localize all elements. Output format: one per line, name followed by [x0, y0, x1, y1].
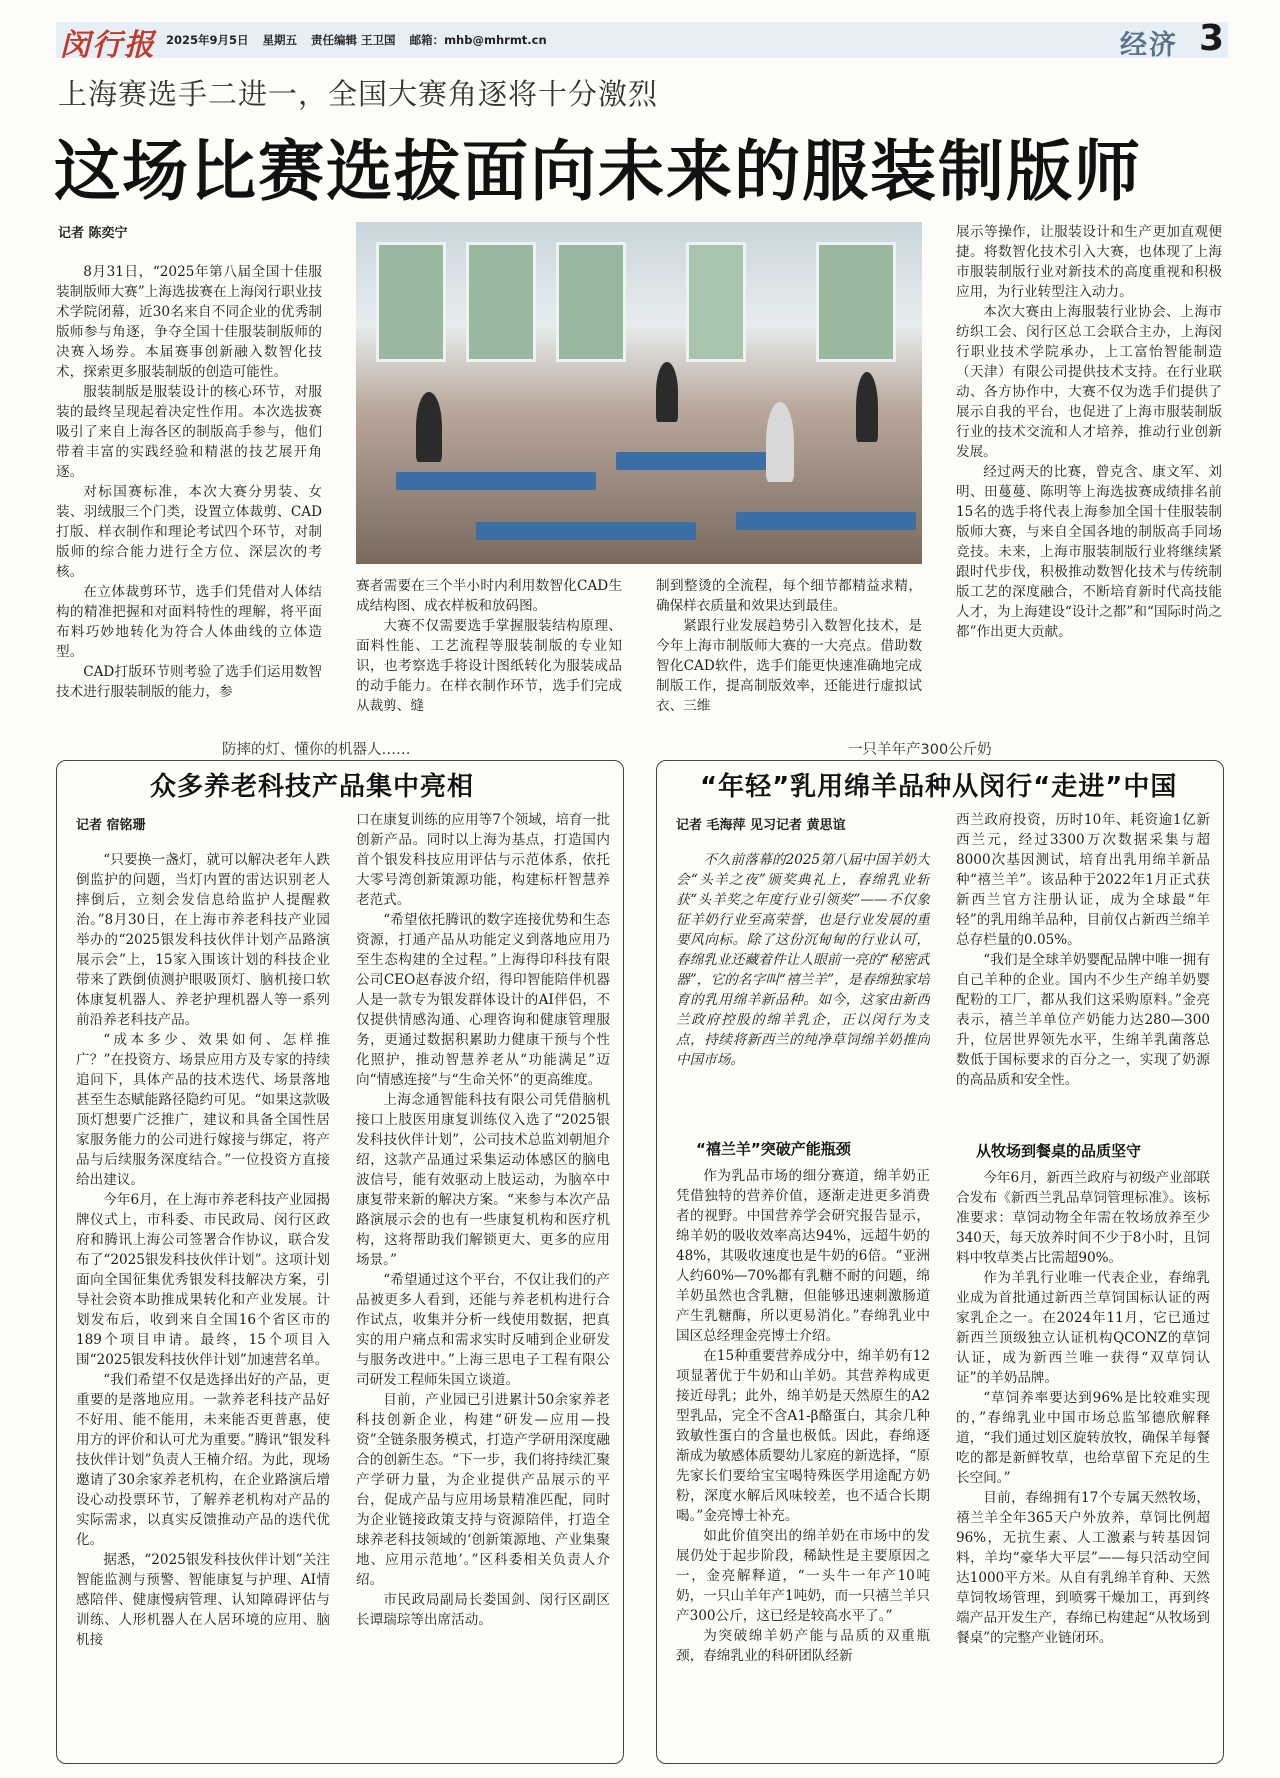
paragraph: 目前，产业园已引进累计50余家养老科技创新企业，构建“研发—应用—投资”全链条服务模式，打造产学研用深度融合的创新生态。“下一步，我们将持续汇聚产学研力量，为企业提供产品展示的平台，促成产品与应用场景精准匹配，同时为企业链接政策支持与资源陪伴，打造全球养老科技领域的‘创新策源地、产业集聚地、应用示范地’。”区科委相关负责人介绍。 [356, 1392, 610, 1588]
paragraph: 为突破绵羊奶产能与品质的双重瓶颈，春绵乳业的科研团队经新 [676, 1628, 930, 1664]
editor-credit: 责任编辑 王卫国 [311, 33, 396, 47]
sheep-milk-lead: 不久前落幕的2025第八届中国羊奶大会“头羊之夜”颁奖典礼上，春绵乳业斩获“头羊奖之年度行业引领奖”——不仅象征羊奶行业至高荣誉，也是行业发展的重要风向标。除了这份沉甸甸的行业认可，春绵乳业还藏着件让人眼前一亮的“秘密武器”，它的名字叫“禧兰羊”，是春绵独家培育的乳用绵羊新品种。如今，这家由新西兰政府控股的绵羊乳企，正以闵行为支点，持续将新西兰的纯净草饲绵羊奶推向中国市场。 [676, 852, 930, 1068]
sheep-milk-headline: “年轻”乳用绵羊品种从闵行“走进”中国 [700, 772, 1178, 802]
top-story-column-2 [356, 576, 622, 714]
workshop-photo [356, 222, 922, 564]
paragraph: 目前，春绵拥有17个专属天然牧场，禧兰羊全年365天户外放养，草饲比例超96%，无抗生素、人工激素与转基因饲料，羊均“豪华大平层”——每只活动空间达1000平方米。从自有乳绵羊育种、天然草饲牧场管理，到喷雾干燥加工，再到终端产品开发生产，春绵已构建起“从牧场到餐桌”的完整产业链闭环。 [956, 1490, 1210, 1646]
paragraph: 西兰政府投资，历时10年、耗资逾1亿新西兰元，经过3300万次数据采集与超8000次基因测试，培育出乳用绵羊新品种“禧兰羊”。该品种于2022年1月正式获新西兰官方注册认证，成为全球最“年轻”的乳用绵羊品种，目前仅占新西兰绵羊总存栏量的0.05%。 [956, 812, 1210, 948]
paragraph: 8月31日，“2025年第八届全国十佳服装制版师大赛”上海选拔赛在上海闵行职业技术学院闭幕，近30名来自不同企业的优秀制版师参与角逐，争夺全国十佳服装制版师的决赛入场券。本届赛事创新融入数智化技术，探索更多服装制版的创造可能性。 [56, 264, 322, 380]
paragraph: 展示等操作，让服装设计和生产更加直观便捷。将数智化技术引入大赛，也体现了上海市服装制版行业对新技术的高度重视和积极应用，为行业转型注入动力。 [956, 224, 1222, 300]
top-story-headline: 这场比赛选拔面向未来的服装制版师 [54, 133, 1142, 210]
sheep-milk-column-1 [676, 1166, 930, 1754]
top-story-column-3 [656, 576, 922, 714]
paragraph: 作为乳品市场的细分赛道，绵羊奶正凭借独特的营养价值，逐渐走进更多消费者的视野。中国营养学会研究报告显示，绵羊奶的吸收效率高达94%，远超牛奶的48%，其吸收速度也是牛奶的6倍。“亚洲人约60%—70%都有乳糖不耐的问题，绵羊奶虽然也含乳糖，但能够迅速刺激肠道产生乳糖酶，所以更易消化。”春绵乳业中国区总经理金亮博士介绍。 [676, 1168, 930, 1344]
paragraph: 口在康复训练的应用等7个领域，培育一批创新产品。同时以上海为基点，打造国内首个银发科技应用评估与示范体系，依托大零号湾创新策源功能，构建标杆智慧养老范式。 [356, 812, 610, 908]
paragraph: 市民政局副局长娄国剑、闵行区副区长谭瑞琮等出席活动。 [356, 1592, 610, 1628]
issue-weekday: 星期五 [262, 33, 298, 47]
paragraph: “只要换一盏灯，就可以解决老年人跌倒监护的问题，当灯内置的雷达识别老人摔倒后，立刻会发信息给监护人提醒救治。”8月30日，在上海市养老科技产业园举办的“2025银发科技伙伴计划产品路演展示会”上，15家入围该计划的科技企业带来了跌倒侦测护眼吸顶灯、脑机接口软体康复机器人、养老护理机器人等一系列前沿养老科技产品。 [76, 852, 330, 1028]
paragraph: 作为羊乳行业唯一代表企业，春绵乳业成为首批通过新西兰草饲国标认证的两家乳企之一。在2024年11月，它已通过新西兰顶级独立认证机构QCONZ的草饲认证，成为新西兰唯一获得“双草饲认证”的羊奶品牌。 [956, 1270, 1210, 1386]
paragraph: “我们是全球羊奶婴配品牌中唯一拥有自己羊种的企业。国内不少生产绵羊奶婴配粉的工厂，都从我们这采购原料。”金亮表示，禧兰羊单位产奶能力达280—300升，位居世界领先水平，生绵羊乳菌落总数低于国标要求的百分之一，实现了奶源的高品质和安全性。 [956, 952, 1210, 1088]
paragraph: 今年6月，在上海市养老科技产业园揭牌仪式上，市科委、市民政局、闵行区政府和腾讯上海公司签署合作协议，联合发布了“2025银发科技伙伴计划”。这项计划面向全国征集优秀银发科技解决方案，引导社会资本助推成果转化和产业发展。计划发布后，收到来自全国16个省区市的189个项目申请。最终，15个项目入围“2025银发科技伙伴计划”加速营名单。 [76, 1192, 330, 1368]
sheep-milk-byline: 记者 毛海萍 见习记者 黄思谊 [676, 818, 846, 833]
paragraph: 本次大赛由上海服装行业协会、上海市纺织工会、闵行区总工会联合主办，上海闵行职业技术学院承办，上工富怡智能制造（天津）有限公司提供技术支持。在行业联动、各方协作中，大赛不仅为选手们提供了展示自我的平台，也促进了上海市服装制版行业的技术交流和人才培养，推动行业创新发展。 [956, 304, 1222, 460]
paragraph: 据悉，“2025银发科技伙伴计划”关注智能监测与预警、智能康复与护理、AI情感陪伴、健康慢病管理、认知障碍评估与训练、人形机器人在人居环境的应用、脑机接 [76, 1552, 330, 1648]
elderly-tech-byline: 记者 宿铭珊 [76, 818, 146, 833]
top-story-kicker: 上海赛选手二进一，全国大赛角逐将十分激烈 [58, 77, 659, 111]
masthead [56, 18, 1228, 63]
sheep-milk-column-2-top [956, 810, 1210, 1130]
paragraph: 大赛不仅需要选手掌握服装结构原理、面料性能、工艺流程等服装制版的专业知识，也考察选手将设计图纸转化为服装成品的动手能力。在样衣制作环节，选手们完成从裁剪、缝 [356, 618, 622, 714]
section-name: 经济 [1120, 30, 1178, 61]
paragraph: 今年6月，新西兰政府与初级产业部联合发布《新西兰乳品草饲管理标准》。该标准要求：草饲动物全年需在牧场放养至少340天，每天放养时间不少于8小时，且饲料中牧草类占比需超90%。 [956, 1170, 1210, 1266]
elderly-tech-column-1 [76, 850, 330, 1754]
paragraph: 制到整烫的全流程，每个细节都精益求精，确保样衣质量和效果达到最佳。 [656, 578, 922, 614]
paragraph: “草饲养率要达到96%是比较难实现的，”春绵乳业中国市场总监邹德欣解释道，“我们通过划区旋转放牧，确保羊每餐吃的都是新鲜牧草，也给草留下充足的生长空间。” [956, 1390, 1210, 1486]
top-story-column-1 [56, 262, 322, 714]
paragraph: 上海念通智能科技有限公司凭借脑机接口上肢医用康复训练仪入选了“2025银发科技伙伴计划”，公司技术总监刘朝旭介绍，这款产品通过采集运动体感区的脑电波信号，能有效驱动上肢运动，为脑卒中康复带来新的解决方案。“来参与本次产品路演展示会的也有一些康复机构和医疗机构，这将帮助我们解锁更大、更多的应用场景。” [356, 1092, 610, 1268]
paragraph: 赛者需要在三个半小时内利用数智化CAD生成结构图、成衣样板和放码图。 [356, 578, 622, 614]
top-story-column-4 [956, 222, 1222, 714]
paragraph: “希望通过这个平台，不仅让我们的产品被更多人看到，还能与养老机构进行合作试点，收集并分析一线使用数据，把真实的用户痛点和需求实时反哺到企业研发与服务改进中。”上海三思电子工程有限公司研发工程师朱国立谈道。 [356, 1272, 610, 1388]
paragraph: 对标国赛标准，本次大赛分男装、女装、羽绒服三个门类，设置立体裁剪、CAD打版、样衣制作和理论考试四个环节，对制版师的综合能力进行全方位、深层次的考核。 [56, 484, 322, 580]
paragraph: “我们希望不仅是选择出好的产品，更重要的是落地应用。一款养老科技产品好不好用、能不能用，未来能否更普惠，使用方的评价和认可尤为重要。”腾讯“银发科技伙伴计划”负责人王楠介绍。为此，现场邀请了30余家养老机构，在企业路演后增设心动投票环节，了解养老机构对产品的实际需求，以真实反馈推动产品的迭代优化。 [76, 1372, 330, 1548]
paragraph: 经过两天的比赛，曾克含、康文军、刘明、田蔓蔓、陈明等上海选拔赛成绩排名前15名的选手将代表上海参加全国十佳服装制版师大赛，与来自全国各地的制版高手同场竞技。未来，上海市服装制版行业将继续紧跟时代步伐，积极推动数智化技术与传统制版工艺的深度融合，不断培育新时代高技能人才，为上海建设“设计之都”和“国际时尚之都”作出更大贡献。 [956, 464, 1222, 640]
newspaper-logo: 闵行报 [60, 28, 156, 63]
sheep-milk-subhead-2: 从牧场到餐桌的品质坚守 [976, 1142, 1142, 1160]
masthead-info [166, 32, 557, 48]
paragraph: 服装制版是服装设计的核心环节，对服装的最终呈现起着决定性作用。本次选拔赛吸引了来自上海各区的制版高手参与，他们带着丰富的实践经验和精湛的技艺展开角逐。 [56, 384, 322, 480]
page-number: 3 [1198, 18, 1224, 59]
sheep-milk-column-2-bottom [956, 1168, 1210, 1754]
paragraph: 紧跟行业发展趋势引入数智化技术，是今年上海市制版师大赛的一大亮点。借助数智化CAD软件，选手们能更快速准确地完成制版工作，提高制版效率，还能进行虚拟试衣、三维 [656, 618, 922, 714]
paragraph: “希望依托腾讯的数字连接优势和生态资源，打通产品从功能定义到落地应用乃至生态构建的全过程。”上海得印科技有限公司CEO赵春波介绍，得印智能陪伴机器人是一款专为银发群体设计的AI伴侣，不仅提供情感沟通、心理咨询和健康管理服务，更通过数据积累助力健康干预与个性化照护，推动智慧养老从“功能满足”迈向“情感连接”与“生命关怀”的更高维度。 [356, 912, 610, 1088]
paragraph: 在15种重要营养成分中，绵羊奶有12项显著优于牛奶和山羊奶。其营养构成更接近母乳；此外，绵羊奶是天然原生的A2型乳品，完全不含A1-β酪蛋白，其余几种致敏性蛋白的含量也极低。因此，春绵逐渐成为敏感体质婴幼儿家庭的新选择，“原先家长们要给宝宝喝特殊医学用途配方奶粉，深度水解后风味较差，也不适合长期喝。”金亮博士补充。 [676, 1348, 930, 1524]
sheep-milk-subhead-1: “禧兰羊”突破产能瓶颈 [696, 1140, 851, 1158]
paragraph: 如此价值突出的绵羊奶在市场中的发展仍处于起步阶段，稀缺性是主要原因之一，金亮解释道，“一头牛一年产10吨奶，一只山羊年产1吨奶，而一只禧兰羊只产300公斤，这已经是较高水平了。” [676, 1528, 930, 1624]
elderly-tech-kicker: 防摔的灯、懂你的机器人…… [216, 738, 417, 759]
top-story-byline: 记者 陈奕宁 [58, 226, 128, 241]
issue-date: 2025年9月5日 [166, 33, 249, 47]
paragraph: 在立体裁剪环节，选手们凭借对人体结构的精准把握和对面料特性的理解，将平面布料巧妙地转化为符合人体曲线的立体造型。 [56, 584, 322, 660]
paragraph: CAD打版环节则考验了选手们运用数智技术进行服装制版的能力，参 [56, 664, 322, 700]
sheep-milk-kicker: 一只羊年产300公斤奶 [842, 738, 998, 759]
elderly-tech-headline: 众多养老科技产品集中亮相 [150, 772, 475, 802]
paragraph: “成本多少、效果如何、怎样推广？”在投资方、场景应用方及专家的持续追问下，具体产品的技术迭代、场景落地甚至生态赋能路径隐约可见。“如果这款吸顶灯想要广泛推广，建议和具备全国性居家服务能力的公司进行嫁接与绑定，将产品与后续服务深度结合。”一位投资方直接给出建议。 [76, 1032, 330, 1188]
editor-email: 邮箱：mhb@mhrmt.cn [409, 33, 547, 47]
elderly-tech-column-2 [356, 810, 610, 1754]
